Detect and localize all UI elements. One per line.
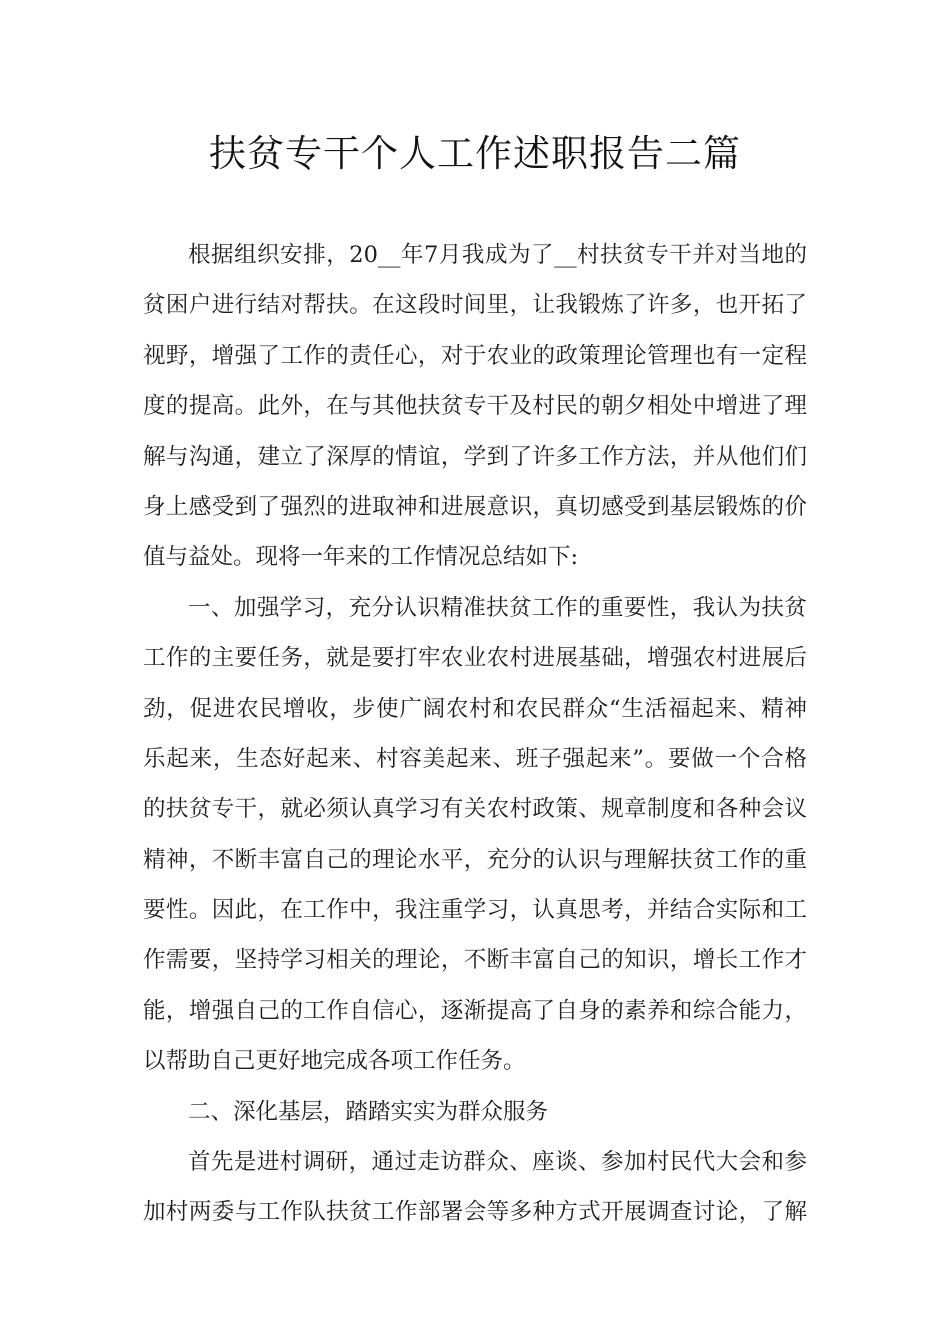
text-line: 精神，不断丰富自己的理论水平，充分的认识与理解扶贫工作的重 (143, 846, 807, 873)
text-line: 加村两委与工作队扶贫工作部署会等多种方式开展调查讨论，了解 (143, 1199, 807, 1226)
text-line: 能，增强自己的工作自信心，逐渐提高了自身的素养和综合能力， (143, 997, 807, 1024)
text-line: 工作的主要任务，就是要打牢农业农村进展基础，增强农村进展后 (143, 645, 807, 672)
text-line: 二、深化基层，踏踏实实为群众服务 (188, 1098, 549, 1125)
text-line: 根据组织安排，20__年7月我成为了__村扶贫专干并对当地的 (188, 242, 807, 268)
document-title: 扶贫专干个人工作述职报告二篇 (209, 132, 741, 175)
text-line: 贫困户进行结对帮扶。在这段时间里，让我锻炼了许多，也开拓了 (143, 292, 807, 319)
text-line: 解与沟通，建立了深厚的情谊，学到了许多工作方法，并从他们们 (143, 443, 807, 470)
text-line: 身上感受到了强烈的进取神和进展意识，真切感受到基层锻炼的价 (143, 493, 807, 520)
text-line: 以帮助自己更好地完成各项工作任务。 (143, 1048, 526, 1075)
text-line: 作需要，坚持学习相关的理论，不断丰富自己的知识，增长工作才 (143, 947, 807, 974)
text-line: 度的提高。此外，在与其他扶贫专干及村民的朝夕相处中增进了理 (143, 393, 807, 420)
text-line: 一、加强学习，充分认识精准扶贫工作的重要性，我认为扶贫 (188, 594, 807, 621)
text-line: 值与益处。现将一年来的工作情况总结如下: (143, 544, 579, 571)
text-line: 要性。因此，在工作中，我注重学习，认真思考，并结合实际和工 (143, 897, 807, 924)
text-line: 首先是进村调研，通过走访群众、座谈、参加村民代大会和参 (188, 1149, 807, 1176)
document-body (143, 230, 807, 1238)
text-line: 的扶贫专干，就必须认真学习有关农村政策、规章制度和各种会议 (143, 796, 807, 823)
text-line: 劲，促进农民增收，步使广阔农村和农民群众“生活福起来、精神 (143, 695, 807, 722)
text-line: 视野，增强了工作的责任心，对于农业的政策理论管理也有一定程 (143, 342, 807, 369)
text-line: 乐起来，生态好起来、村容美起来、班子强起来”。要做一个合格 (143, 745, 807, 772)
